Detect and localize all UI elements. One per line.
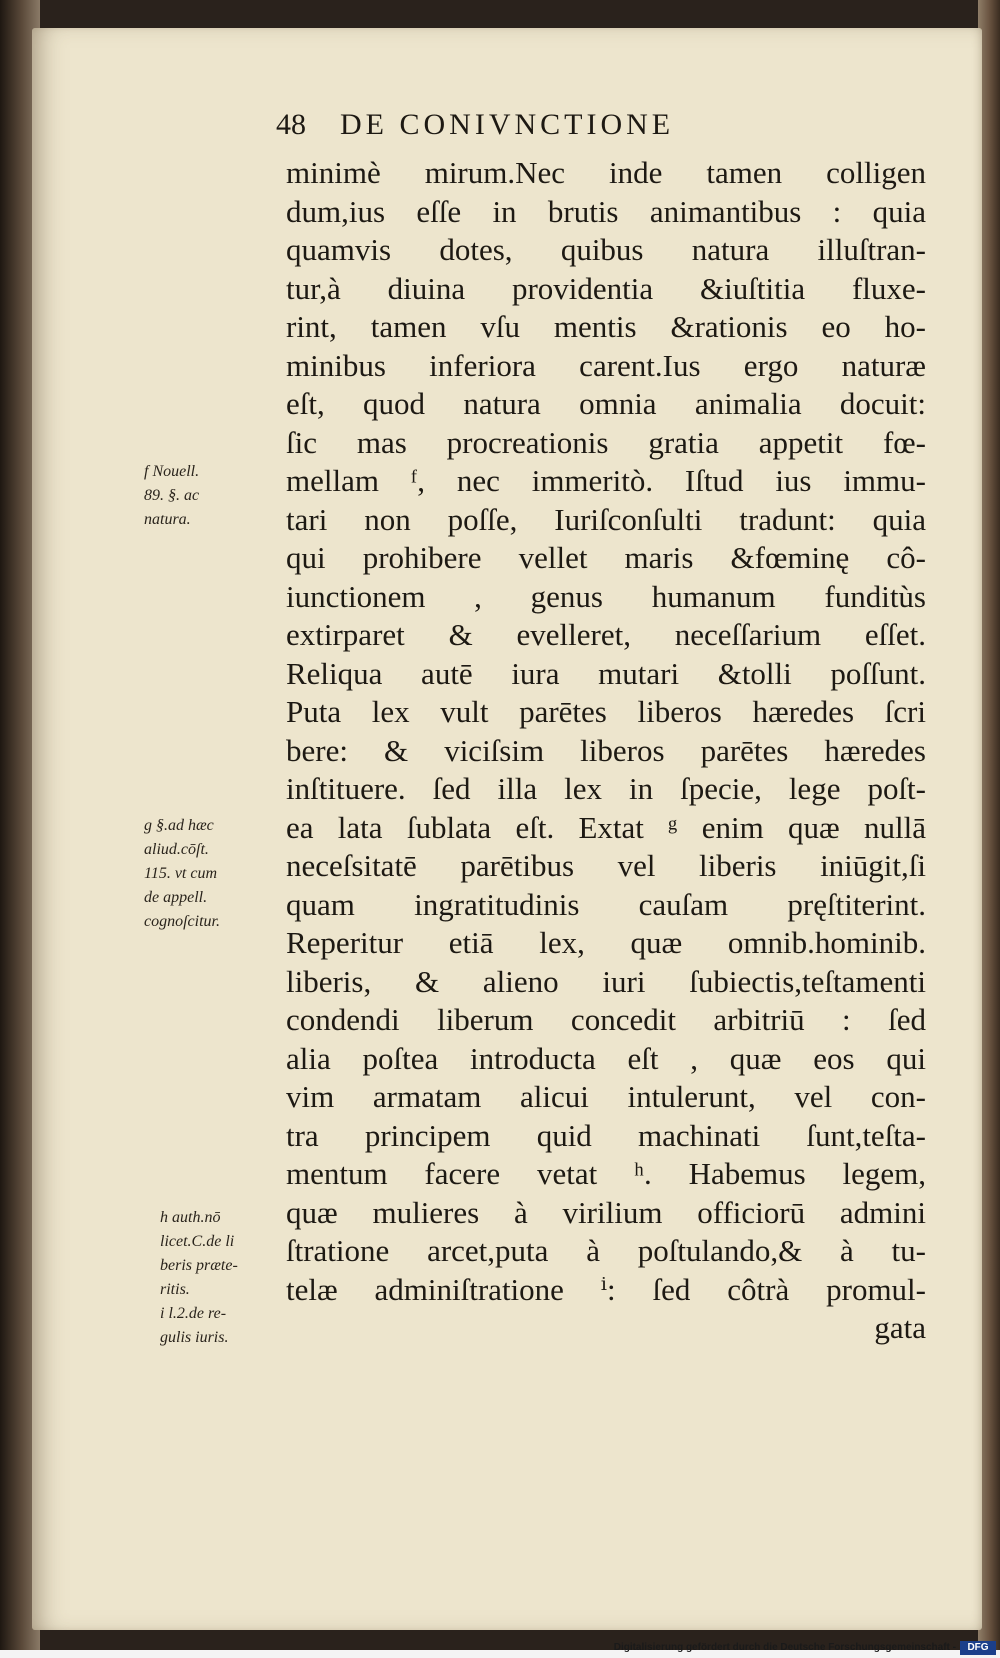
text-line: qui prohibere vellet maris &fœminę cô-	[286, 540, 926, 575]
marginal-note-g	[144, 814, 220, 934]
text-line: extirparet & evelleret, neceſſarium eſſet.	[286, 617, 926, 652]
text-line: condendi liberum concedit arbitriū : ſed	[286, 1002, 926, 1037]
text-line: minibus inferiora carent.Ius ergo naturæ	[286, 347, 926, 383]
text-line: bere: & viciſsim liberos parētes hæredes	[286, 732, 926, 768]
text-line: Reliqua autē iura mutari &tolli poſſunt.	[286, 655, 926, 691]
note-line: beris præte-	[160, 1257, 238, 1274]
running-title: DE CONIVNCTIONE	[340, 108, 675, 141]
text-line: eſt, quod natura omnia animalia docuit:	[286, 386, 926, 421]
marginal-note-h	[160, 1206, 238, 1302]
text-line: inſtituere. ſed illa lex in ſpecie, lege poſt-	[286, 771, 926, 806]
digitization-credit: Digitalisierung gefördert durch die Deutsche Forschungsgemeinschaft -	[613, 1642, 956, 1653]
note-line: natura.	[144, 511, 191, 528]
note-line: ritis.	[160, 1281, 190, 1298]
text-line: mentum facere vetat ʰ. Habemus legem,	[286, 1156, 926, 1191]
note-line: f Nouell.	[144, 463, 200, 480]
text-line: ſtratione arcet,puta à poſtulando,& à tu-	[286, 1233, 926, 1268]
text-line: telæ adminiſtratione ⁱ: ſed côtrà promul-	[286, 1271, 926, 1307]
text-line: iunctionem , genus humanum funditùs	[286, 578, 926, 614]
text-line: quam ingratitudinis cauſam pręſtiterint.	[286, 886, 926, 922]
text-line: quæ mulieres à virilium officiorū admini	[286, 1194, 926, 1230]
note-line: cognoſcitur.	[144, 913, 220, 930]
page-number: 48	[276, 108, 306, 141]
note-line: i l.2.de re-	[160, 1305, 227, 1322]
note-line: licet.C.de li	[160, 1233, 235, 1250]
note-line: de appell.	[144, 889, 208, 906]
text-line: rint, tamen vſu mentis &rationis eo ho-	[286, 309, 926, 344]
text-line: ſic mas procreationis gratia appetit fœ-	[286, 424, 926, 460]
note-line: g §.ad hæc	[144, 817, 214, 834]
text-line: tur,à diuina providentia &iuſtitia fluxe-	[286, 270, 926, 306]
text-line: vim armatam alicui intulerunt, vel con-	[286, 1079, 926, 1114]
note-line: 89. §. ac	[144, 487, 200, 504]
text-line: tari non poſſe, Iuriſconſulti tradunt: quia	[286, 501, 926, 537]
text-line: Puta lex vult parētes liberos hæredes ſcri	[286, 694, 926, 729]
note-line: gulis iuris.	[160, 1329, 229, 1346]
text-line: minimè mirum.Nec inde tamen colligen	[286, 155, 926, 190]
body-text	[286, 154, 926, 1348]
catchword: gata	[874, 1310, 926, 1345]
text-line: tra principem quid machinati ſunt,teſta-	[286, 1117, 926, 1153]
note-line: aliud.cōſt.	[144, 841, 209, 858]
note-line: h auth.nō	[160, 1209, 221, 1226]
text-line: liberis, & alieno iuri ſubiectis,teſtamenti	[286, 963, 926, 999]
text-line: dum,ius eſſe in brutis animantibus : quia	[286, 193, 926, 229]
text-line: mellam ᶠ, nec immeritò. Iſtud ius immu-	[286, 463, 926, 498]
text-line: alia poſtea introducta eſt , quæ eos qui	[286, 1040, 926, 1076]
text-line: ea lata ſublata eſt. Extat ᵍ enim quæ nullā	[286, 809, 926, 845]
text-line: quamvis dotes, quibus natura illuſtran-	[286, 232, 926, 267]
book-page	[32, 28, 982, 1630]
marginal-note-f	[144, 460, 199, 532]
dfg-logo: DFG	[960, 1641, 996, 1655]
marginal-note-i	[160, 1302, 228, 1350]
note-line: 115. vt cum	[144, 865, 218, 882]
text-line: neceſsitatē parētibus vel liberis iniūgit,ſi	[286, 848, 926, 883]
running-head	[276, 108, 816, 142]
text-line: Reperitur etiā lex, quæ omnib.hominib.	[286, 925, 926, 960]
